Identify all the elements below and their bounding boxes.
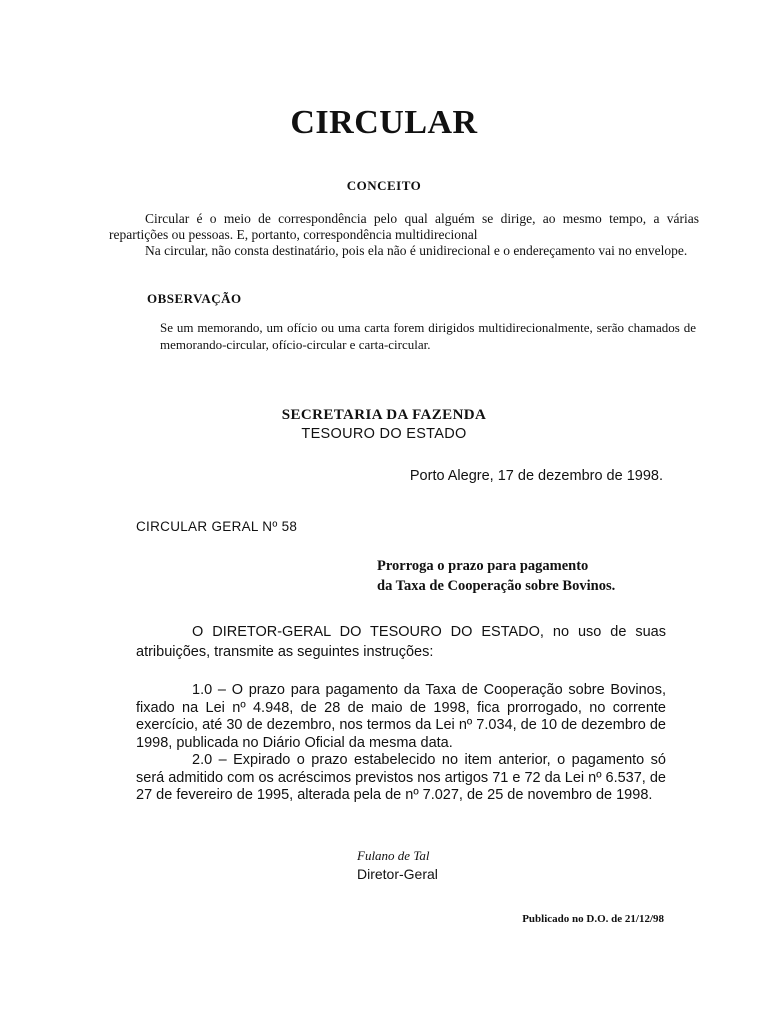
conceito-heading: CONCEITO	[346, 178, 422, 193]
conceito-paragraph-1: Circular é o meio de correspondência pelo qual alguém se dirige, ao mesmo tempo, a várias repartições ou pessoas. E, portanto, correspondência multidirecional	[109, 211, 699, 242]
place-date: Porto Alegre, 17 de dezembro de 1998.	[409, 468, 663, 484]
signer-name: Fulano de Tal	[357, 848, 430, 863]
intro-paragraph: O DIRETOR-GERAL DO TESOURO DO ESTADO, no uso de suas atribuições, transmite as seguintes instruções:	[136, 624, 666, 660]
secretaria-heading: SECRETARIA DA FAZENDA	[281, 407, 487, 423]
ementa-line-1: Prorroga o prazo para pagamento	[377, 558, 589, 574]
publication-note: Publicado no D.O. de 21/12/98	[522, 913, 664, 925]
tesouro-heading: TESOURO DO ESTADO	[301, 426, 467, 442]
signer-role: Diretor-Geral	[357, 866, 438, 882]
item-1-paragraph: 1.0 – O prazo para pagamento da Taxa de Cooperação sobre Bovinos, fixado na Lei nº 4.948, de 28 de maio de 1998, fica prorrogado, no corrente exercício, até 30 de dezembro, nos termos da Lei nº 7.034, de 10 de dezembro de 1998, publicada no Diário Oficial da mesma data.	[136, 682, 666, 751]
circular-number: CIRCULAR GERAL Nº 58	[136, 519, 298, 534]
conceito-paragraph-2: Na circular, não consta destinatário, pois ela não é unidirecional e o endereçamento vai no envelope.	[145, 243, 688, 258]
ementa-line-2: da Taxa de Cooperação sobre Bovinos.	[377, 578, 616, 594]
observacao-heading: OBSERVAÇÃO	[147, 291, 242, 306]
item-2-paragraph: 2.0 – Expirado o prazo estabelecido no item anterior, o pagamento só será admitido com os acréscimos previstos nos artigos 71 e 72 da Lei nº 6.537, de 27 de fevereiro de 1995, alterada pela de nº 7.027, de 25 de novembro de 1998.	[136, 752, 666, 803]
document-title: CIRCULAR	[290, 104, 478, 141]
observacao-text: Se um memorando, um ofício ou uma carta forem dirigidos multidirecionalmente, serão chamados de memorando-circular, ofício-circular e carta-circular.	[160, 320, 696, 352]
